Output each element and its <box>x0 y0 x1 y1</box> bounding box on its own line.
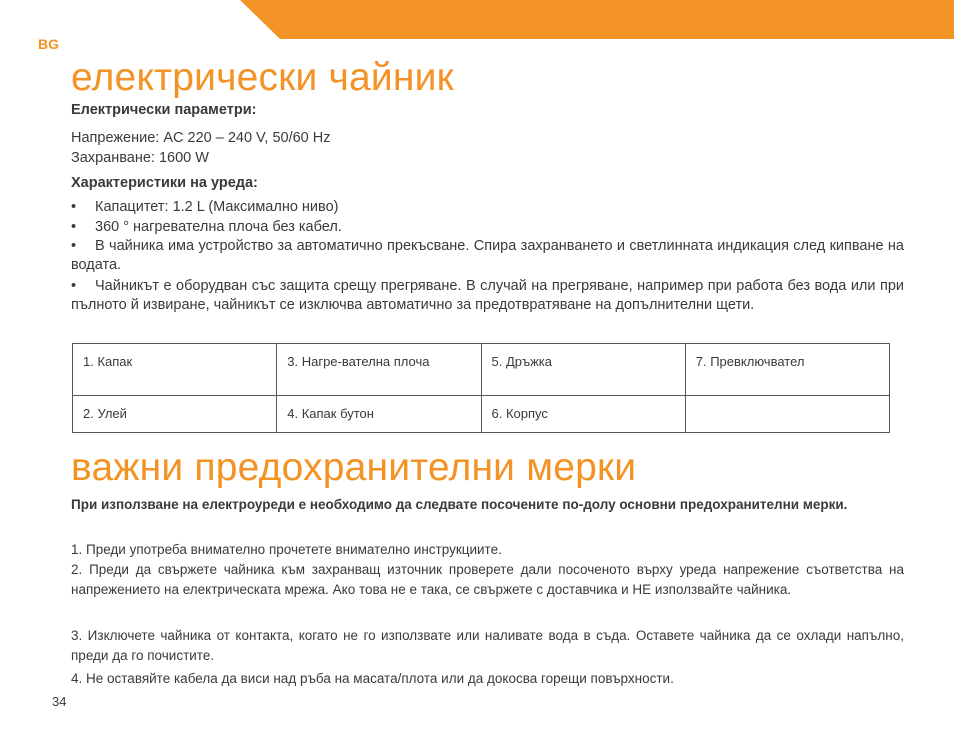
safety-item: 3. Изключете чайника от контакта, когато не го използвате или наливате вода в съда. Оставете чайника да се охлади напълно, преди да го почистите. <box>71 628 904 663</box>
safety-item: 1. Преди употреба внимателно прочетете внимателно инструкциите. <box>71 542 502 557</box>
table-cell: 3. Нагре-вателна плоча <box>277 344 481 396</box>
table-cell <box>685 396 889 433</box>
feature-item: • В чайника има устройство за автоматично прекъсване. Спира захранването и светлинната индикация след кипване на водата. <box>71 237 904 275</box>
table-cell: 6. Корпус <box>481 396 685 433</box>
safety-intro: При използване на електроуреди е необходимо да следвате посочените по-долу основни предохранителни мерки. <box>71 497 848 512</box>
voltage-spec: Напрежение: AC 220 – 240 V, 50/60 Hz <box>71 130 331 146</box>
section-title-electric-kettle: електрически чайник <box>71 56 454 99</box>
power-spec: Захранване: 1600 W <box>71 150 209 166</box>
table-row <box>73 344 890 396</box>
safety-item: 2. Преди да свържете чайника към захранващ източник проверете дали посоченото върху уреда напрежение съответства на напрежението на електрическата мрежа. Ако това не е така, се свържете с доставчика и НЕ използвайте чайника. <box>71 562 904 597</box>
parts-table <box>72 343 890 433</box>
table-cell: 2. Улей <box>73 396 277 433</box>
feature-item: • Капацитет: 1.2 L (Максимално ниво) <box>71 198 904 217</box>
header-accent-bar <box>240 0 954 39</box>
table-cell: 1. Капак <box>73 344 277 396</box>
table-cell: 5. Дръжка <box>481 344 685 396</box>
table-cell: 7. Превключвател <box>685 344 889 396</box>
table-row <box>73 396 890 433</box>
feature-item: • Чайникът е оборудван със защита срещу прегряване. В случай на прегряване, например при работа без вода или при пълното й извиране, чайникът се изключва автоматично за предотвратяване на допълнителни щети. <box>71 277 904 315</box>
features-heading: Характеристики на уреда: <box>71 175 258 191</box>
safety-item: 4. Не оставяйте кабела да виси над ръба на масата/плота или да докосва горещи повърхности. <box>71 671 674 686</box>
page-number: 34 <box>52 694 67 709</box>
feature-item: • 360 ° нагревателна плоча без кабел. <box>71 218 904 237</box>
electrical-parameters-heading: Електрически параметри: <box>71 102 257 118</box>
language-code: BG <box>38 36 59 52</box>
section-title-safety-measures: важни предохранителни мерки <box>71 446 637 489</box>
table-cell: 4. Капак бутон <box>277 396 481 433</box>
